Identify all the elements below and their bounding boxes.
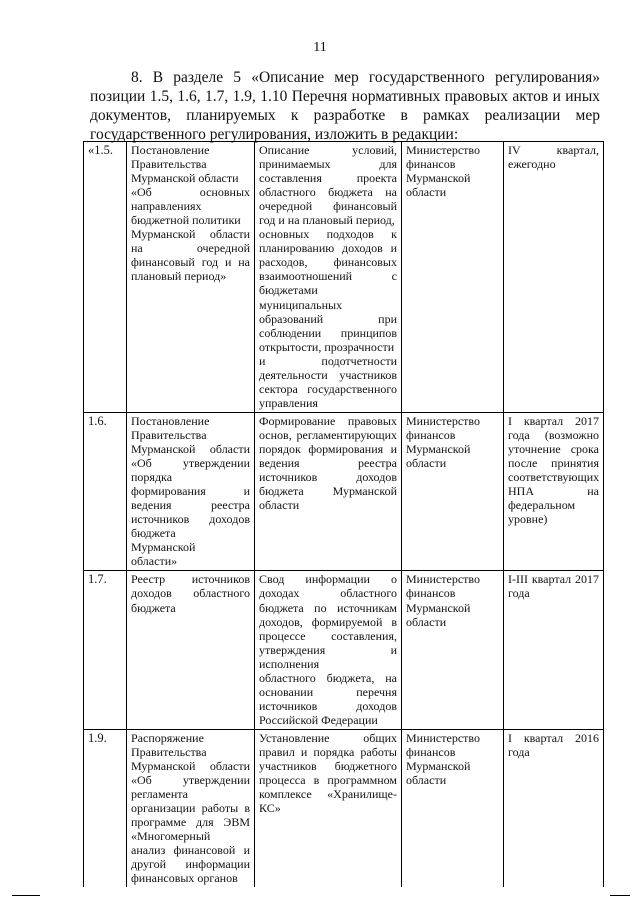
deadline-cell [504, 571, 604, 730]
description-line: Свод информации о [259, 572, 397, 587]
page-number: 11 [313, 40, 327, 55]
executor-line: Мурманской [406, 171, 471, 186]
description-line: управления [259, 395, 318, 410]
description-line: основных подходов к [259, 227, 397, 242]
document-line: Правительства [131, 744, 207, 759]
description-line: очередной финансовый [259, 199, 397, 214]
description-line: деятельности участников [259, 367, 397, 382]
intro-line: документов, планируемых к разработке в рамках реализации мер [90, 107, 600, 124]
description-line: процесса в программном [259, 773, 397, 788]
executor-cell [402, 729, 504, 887]
footer-rule-left [12, 895, 40, 896]
executor-line: Министерство [406, 413, 480, 428]
document-line: Правительства [131, 427, 207, 442]
description-line: области [259, 498, 300, 513]
document-line: Мурманской [131, 540, 196, 555]
description-line: процессе составления, [259, 628, 397, 643]
document-line: Мурманской области [131, 171, 239, 186]
description-line: Формирование правовых [259, 413, 397, 428]
executor-line: финансов [406, 744, 456, 759]
description-line: открытости, прозрачности [259, 339, 395, 354]
num-line: 1.7. [88, 572, 107, 587]
executor-line: Мурманской [406, 759, 471, 774]
description-line: образований при [259, 311, 397, 326]
description-line: составления проекта [259, 171, 397, 186]
executor-line: Министерство [406, 572, 480, 587]
document-line: Постановление [131, 413, 210, 428]
document-line: Постановление [131, 143, 210, 157]
description-line: муниципальных [259, 297, 343, 312]
deadline-line: I квартал 2017 [508, 413, 599, 428]
executor-line: области [406, 456, 447, 471]
document-line: организации работы в [131, 801, 250, 816]
document-line: анализ финансовой и [131, 843, 250, 858]
document-line: плановый период» [131, 269, 227, 284]
description-line: КС» [259, 801, 281, 816]
document-line: ведения реестра [131, 498, 250, 513]
document-line: Реестр источников [131, 572, 250, 587]
document-line: направлениях [131, 199, 202, 214]
description-line: ведения реестра [259, 456, 397, 471]
description-line: год и на плановый период, [259, 213, 395, 228]
document-line: бюджета [131, 600, 176, 615]
description-line: соблюдении принципов [259, 325, 397, 340]
deadline-line: уровне) [508, 512, 548, 527]
description-cell [255, 142, 402, 413]
description-line: Российской Федерации [259, 712, 378, 727]
document-line: регламента [131, 787, 189, 802]
executor-cell [402, 142, 504, 413]
num-cell [84, 142, 127, 413]
deadline-line: I-III квартал 2017 [508, 572, 599, 587]
description-line: участников бюджетного [259, 759, 397, 774]
deadline-cell [504, 142, 604, 413]
description-line: правил и порядка работы [259, 744, 397, 759]
executor-line: области [406, 185, 447, 200]
executor-line: области [406, 614, 447, 629]
document-line: Распоряжение [131, 730, 204, 745]
document-line: Правительства [131, 157, 207, 172]
num-line: 1.9. [88, 730, 107, 745]
deadline-cell [504, 412, 604, 571]
executor-line: Мурманской [406, 441, 471, 456]
document-line: области» [131, 554, 178, 569]
executor-line: финансов [406, 427, 456, 442]
deadline-line: I квартал 2016 [508, 730, 599, 745]
deadline-line: ежегодно [508, 157, 556, 172]
executor-line: Министерство [406, 143, 480, 157]
intro-paragraph [90, 68, 600, 144]
document-line: Мурманской области [131, 227, 250, 242]
table-row [84, 142, 604, 413]
description-line: доходов, формируемой в [259, 614, 397, 629]
description-line: и подотчетности [259, 353, 397, 368]
description-line: основ, регламентирующих [259, 427, 397, 442]
num-line: 1.6. [88, 413, 107, 428]
document-line: другой информации [131, 857, 250, 872]
description-cell [255, 412, 402, 571]
deadline-line: года (возможно [508, 427, 599, 442]
description-line: Описание условий, [259, 143, 397, 157]
document-line: источников доходов [131, 512, 250, 527]
document-line: «Об утверждении [131, 456, 250, 471]
document-line: программе для ЭВМ [131, 815, 250, 830]
num-cell [84, 729, 127, 887]
description-cell [255, 729, 402, 887]
deadline-line: соответствующих [508, 470, 599, 485]
description-line: порядок формирования и [259, 441, 397, 456]
description-cell [255, 571, 402, 730]
executor-line: области [406, 773, 447, 788]
deadline-cell [504, 729, 604, 887]
document-line: «Об утверждении [131, 773, 250, 788]
deadline-line: года [508, 586, 530, 601]
executor-line: Мурманской [406, 600, 471, 615]
document-line: доходов областного [131, 586, 250, 601]
document-line: порядка [131, 470, 173, 485]
document-line: Мурманской области [131, 759, 250, 774]
description-line: бюджета по источникам [259, 600, 397, 615]
document-cell [127, 729, 255, 887]
deadline-line: уточнение срока [508, 441, 599, 456]
document-cell [127, 142, 255, 413]
deadline-line: федеральном [508, 498, 576, 513]
page-footer [0, 886, 640, 905]
description-line: бюджетами [259, 283, 318, 298]
document-line: формирования и [131, 484, 250, 499]
table-row [84, 729, 604, 887]
description-line: областного бюджета, на [259, 670, 397, 685]
num-line: «1.5. [88, 143, 113, 157]
document-line: бюджета [131, 526, 176, 541]
deadline-line: года [508, 744, 530, 759]
description-line: планированию доходов и [259, 241, 397, 256]
num-cell [84, 412, 127, 571]
footer-rule-right [610, 895, 630, 896]
executor-line: финансов [406, 157, 456, 172]
description-line: сектора государственного [259, 381, 397, 396]
intro-line: государственного регулирования, изложить в редакции: [90, 126, 459, 143]
description-line: бюджета Мурманской [259, 484, 397, 499]
description-line: областного бюджета на [259, 185, 397, 200]
document-line: финансовый год и на [131, 255, 250, 270]
executor-line: Министерство [406, 730, 480, 745]
intro-line: 8. В разделе 5 «Описание мер государственного регулирования» [131, 69, 600, 86]
deadline-line: НПА на [508, 484, 599, 499]
description-line: источников доходов [259, 470, 397, 485]
description-line: основании перечня [259, 684, 397, 699]
executor-cell [402, 571, 504, 730]
description-line: утверждения и исполнения [259, 642, 397, 671]
document-line: финансовых органов [131, 871, 238, 886]
description-line: доходах областного [259, 586, 397, 601]
table-row [84, 412, 604, 571]
executor-cell [402, 412, 504, 571]
document-line: на очередной [131, 241, 250, 256]
regulatory-acts-table [83, 141, 604, 887]
description-line: Установление общих [259, 730, 397, 745]
intro-line: позиции 1.5, 1.6, 1.7, 1.9, 1.10 Перечня нормативных правовых актов и иных [90, 88, 600, 105]
num-cell [84, 571, 127, 730]
deadline-line: после принятия [508, 456, 599, 471]
description-line: источников доходов [259, 698, 397, 713]
description-line: взаимоотношений с [259, 269, 397, 284]
document-line: бюджетной политики [131, 213, 241, 228]
document-line: «Многомерный [131, 829, 211, 844]
document-cell [127, 571, 255, 730]
description-line: принимаемых для [259, 157, 397, 172]
table-row [84, 571, 604, 730]
document-line: «Об основных [131, 185, 250, 200]
deadline-line: IV квартал, [508, 143, 599, 157]
document-cell [127, 412, 255, 571]
executor-line: финансов [406, 586, 456, 601]
description-line: расходов, финансовых [259, 255, 397, 270]
description-line: комплексе «Хранилище- [259, 787, 397, 802]
document-line: Мурманской области [131, 441, 250, 456]
